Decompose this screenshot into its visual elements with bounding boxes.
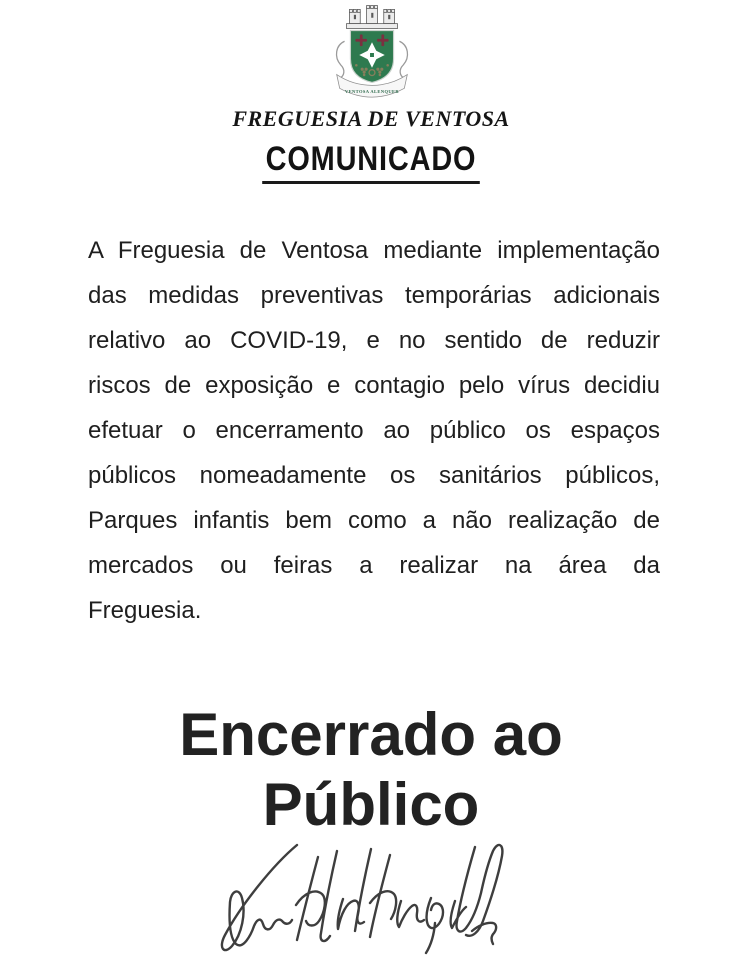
body-line: mercados ou feiras a realizar na área da [88,552,660,579]
notice-body [88,228,660,633]
parish-coat-of-arms-icon [323,4,421,104]
body-line: Parques infantis bem como a não realização de [88,507,660,534]
page-title: COMUNICADO [262,140,480,184]
crest-left-curl [337,41,345,78]
body-line: A Freguesia de Ventosa mediante implementação [88,237,660,264]
shield-icon [350,30,393,82]
notice-line-2: Público [262,771,480,838]
body-line: riscos de exposição e contagio pelo vírus decidiu [88,372,660,399]
crest-right-curl [399,41,407,78]
closed-to-public-notice [0,700,742,840]
handwritten-signature-icon [185,843,515,955]
organization-name: FREGUESIA DE VENTOSA [232,106,510,131]
body-line: públicos nomeadamente os sanitários públicos, [88,462,660,489]
crest-ribbon-label: VENTOSA ALENQUER [344,89,400,95]
body-line: das medidas preventivas temporárias adicionais [88,282,660,309]
mural-crown-icon [347,5,398,28]
title-wrap [0,140,742,184]
notice-line-1: Encerrado ao [179,701,563,768]
body-line: efetuar o encerramento ao público os espaços [88,417,660,444]
body-line: Freguesia. [88,597,202,624]
body-line: relativo ao COVID-19, e no sentido de reduzir [88,327,660,354]
